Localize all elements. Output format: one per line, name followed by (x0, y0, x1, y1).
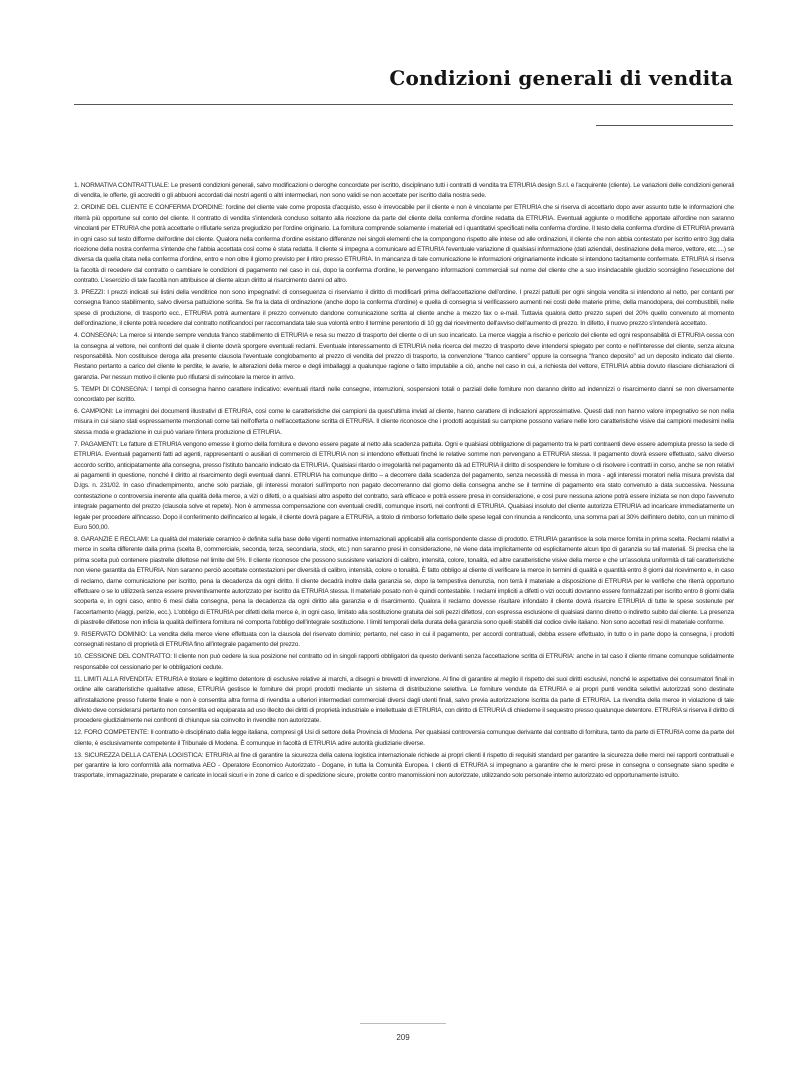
clause-10: 10. CESSIONE DEL CONTRATTO: Il cliente non può cedere la sua posizione nel contratto od in singoli rapporti obbligatori da questo derivanti senza l'accettazione scritta di ETRURIA: anche in tal caso il cliente rimane comunque solidalmente responsabile col cessionario per le obbligazioni cedute. (74, 653, 734, 671)
page-title: Condizioni generali di vendita (389, 66, 733, 90)
clause-11: 11. LIMITI ALLA RIVENDITA: ETRURIA è titolare e legittimo detentore di esclusive relative ai marchi, a disegni e brevetti di invenzione. Al fine di garantire al meglio il rispetto dei suoi diritti esclusivi, nonché le aspettative dei consumatori finali in ordine alle caratteristiche qualitative attese, ETRURIA gestisce le forniture dei propri prodotti mediante un sistema di distribuzione selettiva. Le forniture vendute da ETRURIA e ai propri punti vendita selettivi autorizzati sono destinate all'installazione presso l'utente finale e non è consentita altra forma di rivendita a ulteriori intermediari commerciali diversi dagli utenti finali, salvo previa autorizzazione iscritta da parte di ETRURIA. La rivendita della merce in violazione di tale divieto deve considerarsi pertanto non consentita ed equiparata ad uso illecito dei diritti di proprietà industriale e intellettuale di ETRURIA, con diritto di ETRURIA di chiederne il sequestro presso qualunque detentore. ETRURIA si riserva il diritto di procedere giudizialmente nei confronti di chiunque sia coinvolto in rivendite non autorizzate. (74, 675, 734, 725)
clause-6: 6. CAMPIONI: Le immagini dei documenti illustrativi di ETRURIA, così come le caratteristiche dei campioni da quest'ultima inviati al cliente, hanno carattere di indicazioni approssimative. Questi dati non hanno valore impegnativo se non nella misura in cui siano stati espressamente menzionati come tali nell'offerta o nell'accettazione scritta di ETRURIA. Il cliente riconosce che i prodotti acquistati su campione possono variare nelle loro caratteristiche visive dai campioni medesimi nella stessa moda e gradazione in cui può variare l'intera produzione di ETRURIA. (74, 408, 734, 436)
header-short-divider (596, 125, 733, 126)
terms-body (74, 181, 734, 783)
clause-13: 13. SICUREZZA DELLA CATENA LOGISTICA: ETRURIA al fine di garantire la sicurezza della catena logistica internazionale richiede ai propri clienti il rispetto di requisiti standard per garantire la sicurezza delle merci nei rapporti contrattuali e per garantire la loro conformità alla normativa AEO - Operatore Economico Autorizzato - Dogane, in tutta la Comunità Europea. I clienti di ETRURIA si impegnano a garantire che le merci prese in consegna o consegnate siano spedite e trasportate, immagazzinate, preparate e caricate in locali sicuri e in zone di carico e di spedizione sicure, protette contro manomissioni non autorizzate, utilizzando solo personale interno autorizzato ed opportunamente istruito. (74, 751, 734, 780)
clause-7: 7. PAGAMENTI: Le fatture di ETRURIA vengono emesse il giorno della fornitura e devono essere pagate al netto alla scadenza pattuita. Ogni e qualsiasi obbligazione di pagamento tra le parti contraenti deve essere adempiuta presso la sede di ETRURIA. Eventuali pagamenti fatti ad agenti, rappresentanti o ausiliari di commercio di ETRURIA non si intendono effettuati finché le relative somme non pervengano a ETRURIA stessa. Il pagamento dovrà essere effettuato, salvo diverso accordo scritto, anticipatamente alla consegna, presso l'Istituto bancario indicato da ETRURIA. Qualsiasi ritardo o irregolarità nel pagamento dà ad ETRURIA il diritto di sospendere le forniture o di risolvere i contratti in corso, anche se non relativi ai pagamenti in questione, nonché il diritto al risarcimento degli eventuali danni. ETRURIA ha comunque diritto – a decorrere dalla scadenza del pagamento, senza necessità di messa in mora - agli interessi moratori nella misura prevista dal D.lgs. n. 231/02. In caso d'inadempimento, anche solo parziale, gli interessi moratori sull'importo non pagato decorreranno dal giorno della consegna anche se il termine di pagamento era stato convenuto a data successiva. Nessuna contestazione o controversia inerente alla qualità della merce, a vizi o difetti, o a qualsiasi altro aspetto del contratto, sarà efficace e potrà essere presa in considerazione, e così pure nessuna azione potrà essere iniziata se non dopo l'avvenuto integrale pagamento del prezzo (clausola solve et repete). Non è ammessa compensazione con eventuali crediti, comunque insorti, nei confronti di ETRURIA. Qualsiasi insoluto del cliente autorizza ETRURIA ad incaricare immediatamente un legale per procedere all'incasso. Dopo il conferimento dell'incarico al legale, il cliente dovrà pagare a ETRURIA, a titolo di rimborso forfettario delle spese legali con rinuncia a rendiconto, una somma pari al 30% dell'intero debito, con un minimo di Euro 500,00. (74, 440, 734, 531)
clause-2: 2. ORDINE DEL CLIENTE E CONFERMA D'ORDINE: l'ordine del cliente vale come proposta d'acquisto, esso è irrevocabile per il cliente e non è vincolante per ETRURIA che si riserva di accettarlo dopo aver assunto tutte le informazioni che riterrà più opportune sul conto del cliente. Il contratto di vendita s'intenderà concluso soltanto alla ricezione da parte del cliente della conferma d'ordine redatta da ETRURIA. Eventuali aggiunte o modifiche apportate all'ordine non saranno vincolanti per ETRURIA che potrà accettarle o rifiutarle senza pregiudizio per l'ordine originario. La fornitura comprende solamente i materiali ed i quantitativi specificati nella conferma d'ordine. Il testo della conferma d'ordine di ETRURIA prevarrà in ogni caso sul testo difforme dell'ordine del cliente. Qualora nella conferma d'ordine esistano differenze nei singoli elementi che la compongono rispetto alle intese od alle ordinazioni, il cliente che non abbia contestato per iscritto entro 3gg dalla ricezione della nostra conferma s'intende che l'abbia accettata così come è stata redatta. Il cliente si impegna a comunicare ad ETRURIA l'eventuale variazione di qualsiasi informazione (dati aziendali, destinazione della merce, vettore, etc.....) se diversa da quella citata nella conferma d'ordine, entro e non oltre il giorno previsto per il ritiro presso ETRURIA. In mancanza di tale comunicazione le informazioni originariamente indicate si intendono tacitamente confermate. ETRURIA si riserva la facoltà di recedere dal contratto o cambiare le condizioni di pagamento nel caso in cui, dopo la conferma d'ordine, le pervengano informazioni commerciali sul nome del cliente che a suo insindacabile giudizio sconsiglino l'esecuzione del contratto. L'esercizio di tale facoltà non attribuisce al cliente alcun diritto al risarcimento danni od altro. (74, 204, 734, 285)
clause-3: 3. PREZZI: I prezzi indicati sui listini della venditrice non sono impegnativi: di conseguenza ci riserviamo il diritto di modificarli prima dell'accettazione dell'ordine. I prezzi pattuiti per ogni singola vendita si intendono al netto, per contanti per consegna franco stabilimento, salvo diversa pattuizione scritta. Se fra la data di ordinazione (anche dopo la conferma d'ordine) e quella di consegna si verificassero aumenti nei costi delle materie prime, della manodopera, dei combustibili, nelle spese di produzione, di trasporto ecc., ETRURIA potrà aumentare il prezzo convenuto dandone comunicazione scritta al cliente anche a mezzo fax o e-mail. Tuttavia qualora detto prezzo superi del 20% quello convenuto al momento dell'ordinazione, il cliente potrà recedere dal contratto notificandoci per raccomandata tale sua volontà entro il termine perentorio di 10 gg dal ricevimento dell'avviso dell'aumento di prezzo. In difetto, il nuovo prezzo s'intenderà accettato. (74, 289, 734, 328)
page-number: 209 (396, 1033, 410, 1042)
clause-12: 12. FORO COMPETENTE: Il contratto è disciplinato dalla legge italiana, compresi gli Usi di settore della Provincia di Modena. Per qualsiasi controversia comunque derivante dal contratto di fornitura, tanto da parte di ETRURIA come da parte del cliente, è esclusivamente competente il Tribunale di Modena. È comunque in facoltà di ETRURIA adire autorità giudiziarie diverse. (74, 729, 734, 747)
clause-5: 5. TEMPI DI CONSEGNA: I tempi di consegna hanno carattere indicativo: eventuali ritardi nelle consegne, interruzioni, sospensioni totali o parziali delle forniture non daranno diritto ad indennizzi o risarcimento danni se non diversamente concordato per iscritto. (74, 385, 734, 404)
clause-9: 9. RISERVATO DOMINIO: La vendita della merce viene effettuata con la clausola del riservato dominio; pertanto, nel caso in cui il pagamento, per accordi contrattuali, debba essere effettuato, in tutto o in parte dopo la consegna, i prodotti consegnati restano di proprietà di ETRURIA fino all'integrale pagamento del prezzo. (74, 631, 734, 649)
clause-1: 1. NORMATIVA CONTRATTUALE: Le presenti condizioni generali, salvo modificazioni o deroghe concordate per iscritto, disciplinano tutti i contratti di vendita tra ETRURIA design S.r.l. e l'acquirente (cliente). Le variazioni delle condizioni generali di vendita, le offerte, gli accrediti o gli abbuoni accordati dai nostri agenti o altri intermediari, non sono validi se non accettate per iscritto dalla nostra sede. (74, 182, 734, 200)
clause-8: 8. GARANZIE E RECLAMI: La qualità del materiale ceramico è definita sulla base delle vigenti normative internazionali applicabili alla corrispondente classe di prodotto. ETRURIA garantisce la sola merce fornita in prima scelta. Reclami relativi a merce in scelta differente dalla prima (scelta B, commerciale, seconda, terza, secondaria, stock, etc.) non saranno presi in considerazione, né viene data implicitamente od esplicitamente alcun tipo di garanzia su tali materiali. Si precisa che la prima scelta può contenere piastrelle difettose nel limite del 5%. Il cliente riconosce che possono sussistere variazioni di calibro, intensità, colore, tonalità, ed altre caratteristiche visive della merce e che un'assoluta uniformità di tali caratteristiche non viene garantita da ETRURIA. Non saranno perciò accettate contestazioni per diversità di calibro, intensità, colore o tonalità. È fatto obbligo al cliente di verificare la merce in termini di qualità e quantità entro 8 giorni dal ricevimento e, in caso di reclamo, darne comunicazione per iscritto, pena la decadenza da ogni diritto. Il cliente decadrà inoltre dalla garanzia se, dopo la tempestiva denunzia, non terrà il materiale a disposizione di ETRURIA per le verifiche che riterrà opportuno effettuare o se lo utilizzerà senza essere preventivamente autorizzato per iscritto da ETRURIA stessa. Il materiale posato non è quindi contestabile. I reclami impliciti a difetti o vizi occulti dovranno essere formalizzati per iscritto entro 8 giorni dalla scoperta e, in ogni caso, entro 6 mesi dalla consegna, pena la decadenza da ogni diritto alla garanzia e di risarcimento. Qualora il reclamo dovesse risultare infondato il cliente dovrà risarcire ETRURIA di tutte le spese sostenute per l'accertamento (viaggi, perizie, ecc.). L'obbligo di ETRURIA per difetti della merce è, in ogni caso, limitato alla sostituzione gratuita dei soli pezzi difettosi, con espressa esclusione di qualsiasi danno diretto o indiretto subito dal cliente. La presenza di piastrelle difettose non inficia la qualità dell'intera fornitura né comporta l'obbligo dell'integrale sostituzione. I limiti temporali della durata della garanzia sono quelli stabiliti dal codice civile italiano. Non sono accettati resi di materiale conforme. (74, 535, 734, 627)
footer-divider (360, 1023, 446, 1024)
clause-4: 4. CONSEGNA: La merce si intende sempre venduta franco stabilimento di ETRURIA e resa su mezzo di trasporto del cliente o di un suo incaricato. La merce viaggia a rischio e pericolo del cliente ed ogni responsabilità di ETRURIA cessa con la consegna al vettore, nei confronti del quale il cliente dovrà sporgere eventuali reclami. Eventuale interessamento di ETRURIA nella ricerca del mezzo di trasporto deve intendersi spiegato per conto e nell'interesse del cliente, senza alcuna responsabilità. Non costituisce deroga alla presente clausola l'eventuale conglobamento al prezzo di vendita del prezzo di trasporto, la convenzione "franco cantiere" oppure la consegna "franco deposito" ad un deposito indicato dal cliente. Restano pertanto a carico del cliente le perdite, le avarie, le alterazioni della merce e degli imballaggi a qualunque ragione o fatto imputabile a ciò, anche nel caso in cui, a richiesta del vettore, ETRURIA abbia dovuto rilasciare dichiarazioni di garanzia. Per nessun motivo il cliente può rifiutarsi di svincolare la merce in arrivo. (74, 332, 734, 381)
header-divider (74, 104, 733, 105)
